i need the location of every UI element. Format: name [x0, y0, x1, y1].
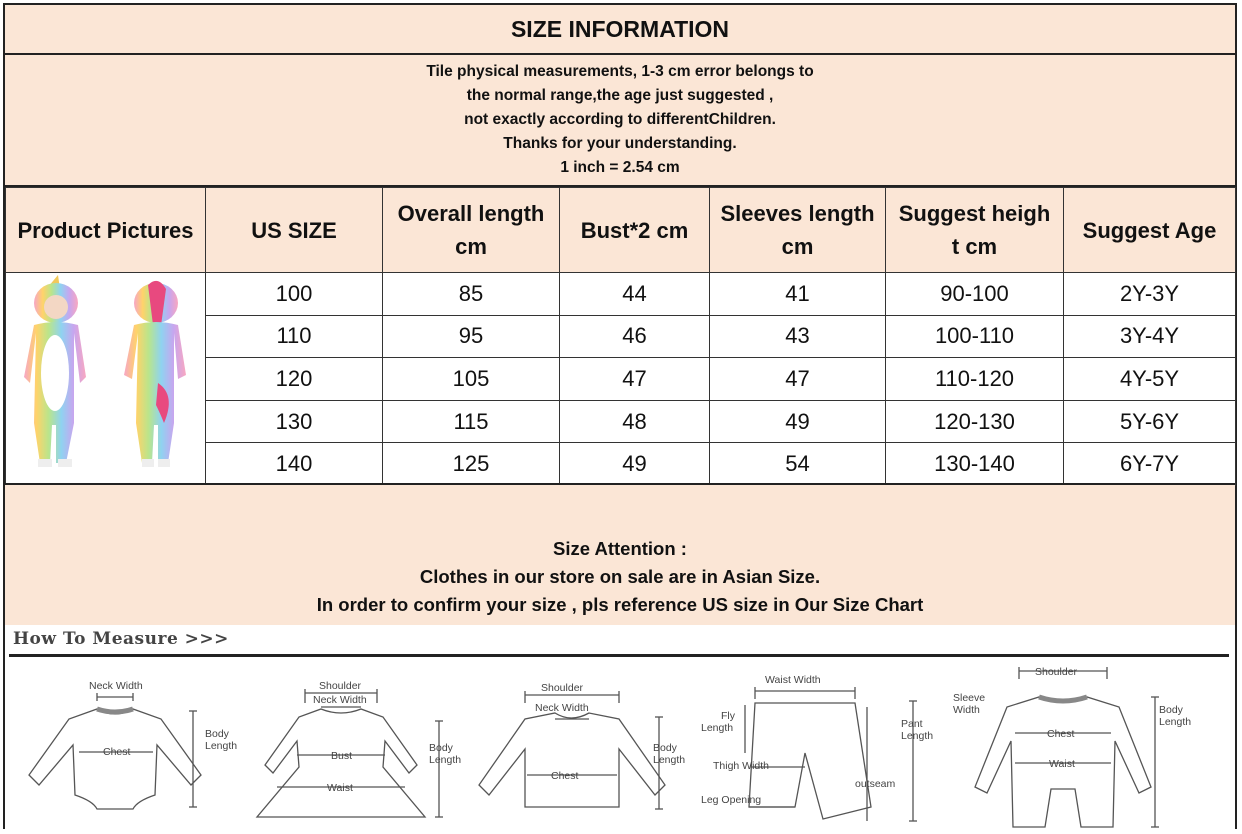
bust-cell: 46 [560, 315, 710, 358]
note-line: not exactly according to differentChildren. [464, 111, 776, 128]
suggest-age-cell: 6Y-7Y [1064, 443, 1236, 486]
note-line: Thanks for your understanding. [503, 135, 737, 152]
attention-line: Clothes in our store on sale are in Asian Size. [419, 566, 821, 587]
onesie-front [24, 275, 86, 467]
suggest-height-cell: 90-100 [886, 273, 1064, 316]
unicorn-onesie-image [8, 273, 204, 479]
suggest-age-cell: 5Y-6Y [1064, 400, 1236, 443]
column-header-overall-length: Overall length cm [383, 188, 560, 273]
bust-cell: 49 [560, 443, 710, 486]
sleeves-length-cell: 43 [710, 315, 886, 358]
note-line: 1 inch = 2.54 cm [560, 159, 680, 176]
overall-length-cell: 115 [383, 400, 560, 443]
label-length: Length [653, 754, 686, 766]
us-size-cell: 130 [206, 400, 383, 443]
label-waist-width: Waist Width [765, 674, 821, 686]
label-shoulder: Shoulder [541, 682, 584, 694]
column-header-us-size: US SIZE [206, 188, 383, 273]
suggest-height-cell: 120-130 [886, 400, 1064, 443]
page-title: SIZE INFORMATION [5, 5, 1235, 55]
note-line: Tile physical measurements, 1-3 cm error belongs to [426, 63, 814, 80]
overall-length-cell: 85 [383, 273, 560, 316]
column-header-bust: Bust*2 cm [560, 188, 710, 273]
romper-diagram [975, 667, 1159, 827]
us-size-cell: 110 [206, 315, 383, 358]
column-header-suggest-age: Suggest Age [1064, 188, 1236, 273]
suggest-height-cell: 130-140 [886, 443, 1064, 486]
label-neck-width: Neck Width [535, 702, 589, 714]
size-attention [5, 483, 1235, 625]
attention-line: In order to confirm your size , pls reference US size in Our Size Chart [316, 594, 924, 615]
label-pant-length: Length [901, 730, 934, 742]
label-chest: Chest [1047, 728, 1075, 740]
suggest-age-cell: 2Y-3Y [1064, 273, 1236, 316]
column-header-suggest-height: Suggest heigh t cm [886, 188, 1064, 273]
table-row [6, 273, 1236, 316]
suggest-height-cell: 100-110 [886, 315, 1064, 358]
product-picture [6, 273, 206, 486]
table-header-row [6, 188, 1236, 273]
label-shoulder: Shoulder [319, 680, 362, 692]
bust-cell: 44 [560, 273, 710, 316]
sleeves-length-cell: 41 [710, 273, 886, 316]
label-chest: Chest [103, 746, 131, 758]
label-length: Length [429, 754, 462, 766]
label-fly: Fly [721, 710, 735, 722]
us-size-cell: 120 [206, 358, 383, 401]
label-body: Body [205, 728, 229, 740]
how-to-measure-title: How To Measure >>> [13, 629, 229, 649]
label-body: Body [653, 742, 677, 754]
overall-length-cell: 95 [383, 315, 560, 358]
label-neck-width: Neck Width [313, 694, 367, 706]
bust-cell: 48 [560, 400, 710, 443]
label-bust: Bust [331, 750, 353, 762]
label-shoulder: Shoulder [1035, 666, 1078, 678]
overall-length-cell: 105 [383, 358, 560, 401]
label-waist: Waist [327, 782, 353, 794]
label-waist: Waist [1049, 758, 1075, 770]
column-header-product-pictures: Product Pictures [6, 188, 206, 273]
label-sleeve-width: Width [953, 704, 980, 716]
suggest-age-cell: 3Y-4Y [1064, 315, 1236, 358]
us-size-cell: 140 [206, 443, 383, 486]
label-neck-width: Neck Width [89, 680, 143, 692]
suggest-age-cell: 4Y-5Y [1064, 358, 1236, 401]
label-chest: Chest [551, 770, 579, 782]
label-thigh-width: Thigh Width [713, 760, 770, 772]
sleeves-length-cell: 47 [710, 358, 886, 401]
overall-length-cell: 125 [383, 443, 560, 486]
column-header-sleeves-length: Sleeves length cm [710, 188, 886, 273]
measurement-diagrams [5, 657, 1233, 829]
sleeves-length-cell: 54 [710, 443, 886, 486]
attention-heading: Size Attention : [553, 538, 687, 559]
label-pant: Pant [901, 718, 923, 730]
measurement-notes [5, 55, 1235, 187]
label-outseam: outseam [855, 778, 896, 790]
label-fly-length: Length [701, 722, 734, 734]
label-sleeve: Sleeve [953, 692, 986, 704]
onesie-back [124, 281, 186, 467]
suggest-height-cell: 110-120 [886, 358, 1064, 401]
label-length: Length [1159, 716, 1192, 728]
bust-cell: 47 [560, 358, 710, 401]
how-to-measure-section [5, 625, 1235, 831]
label-leg-opening: Leg Opening [701, 794, 762, 806]
size-table [5, 187, 1236, 486]
label-body: Body [429, 742, 453, 754]
label-length: Length [205, 740, 238, 752]
size-chart-frame [3, 3, 1237, 829]
note-line: the normal range,the age just suggested , [466, 87, 774, 104]
label-body: Body [1159, 704, 1183, 716]
sleeves-length-cell: 49 [710, 400, 886, 443]
us-size-cell: 100 [206, 273, 383, 316]
pants-diagram [745, 687, 917, 821]
